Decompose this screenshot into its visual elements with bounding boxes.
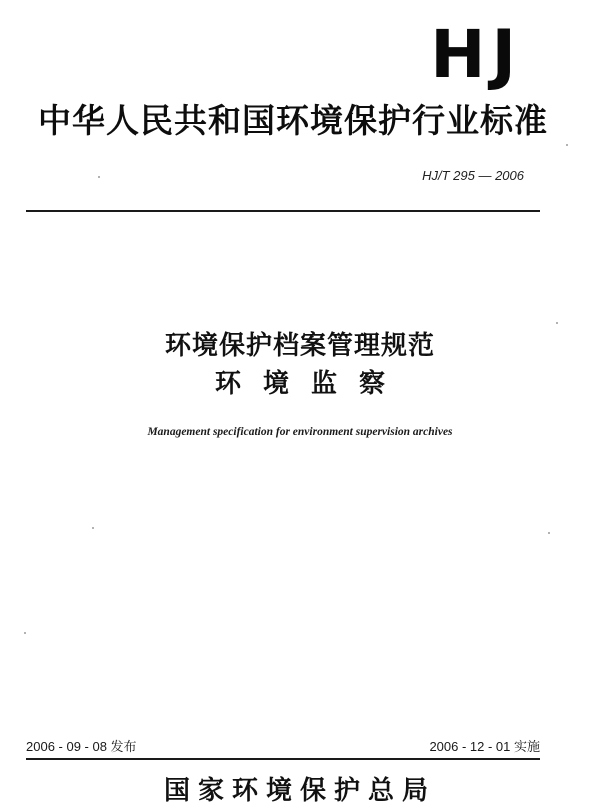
- effective-date: 2006 - 12 - 01 实施: [429, 739, 540, 754]
- scan-speck: [24, 632, 26, 634]
- bottom-divider: [26, 758, 540, 760]
- standard-category-title: 中华人民共和国环境保护行业标准: [38, 101, 548, 140]
- english-title: Management specification for environment supervision archives: [147, 426, 453, 438]
- scan-speck: [92, 527, 94, 529]
- scan-speck: [548, 532, 550, 534]
- issue-date: 2006 - 09 - 08 发布: [26, 739, 137, 754]
- scan-speck: [98, 176, 100, 178]
- scan-speck: [556, 322, 558, 324]
- top-divider: [26, 210, 540, 212]
- hj-logo: HJ: [430, 16, 522, 93]
- issuing-authority: 国家环境保护总局: [163, 776, 436, 806]
- standard-number: HJ/T 295 — 2006: [422, 168, 524, 183]
- document-title: 环境保护档案管理规范: [164, 331, 435, 361]
- scan-speck: [566, 144, 568, 146]
- document-subtitle: 环境监察: [214, 369, 407, 399]
